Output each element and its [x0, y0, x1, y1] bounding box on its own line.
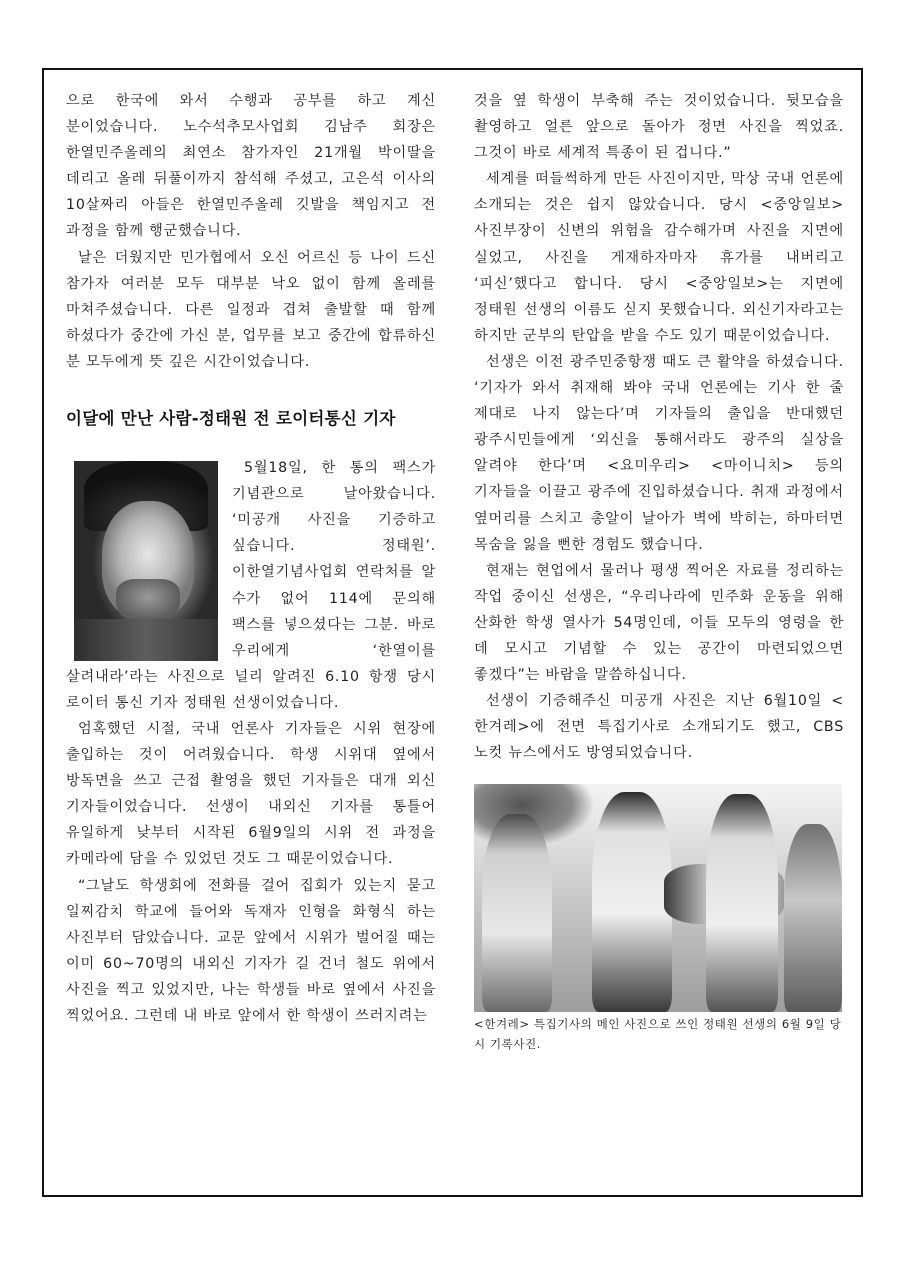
body-paragraph: 날은 더웠지만 민가협에서 오신 어르신 등 나이 드신 참가자 여러분 모두 대부분 낙오 없이 함께 올레를 마쳐주셨습니다. 다른 일정과 겹쳐 출발할 때 함께 하셨다가 중간에 가신 분, 업무를 보고 중간에 합류하신 분 모두에게 뜻 깊은 시간이었습니다. [66, 249, 436, 370]
section-heading: 이달에 만난 사람-정태원 전 로이터통신 기자 [66, 409, 396, 429]
portrait-photo [74, 461, 218, 661]
left-column [66, 88, 436, 1029]
news-photo [474, 784, 842, 1012]
photo-caption: <한겨레> 특집기사의 메인 사진으로 쓰인 정태원 선생의 6월 9일 당시 기록사진. [474, 1017, 842, 1052]
body-paragraph: 현재는 현업에서 물러나 평생 찍어온 자료를 정리하는 작업 중이신 선생은, “우리나라에 민주화 운동을 위해 산화한 학생 열사가 54명인데, 이들 모두의 영령을 한 데 모시고 기념할 수 있는 공간이 마련되었으면 좋겠다”는 바람을 말씀하십니다. [474, 562, 844, 684]
body-paragraph: 선생은 이전 광주민중항쟁 때도 큰 활약을 하셨습니다. ‘기자가 와서 취재해 봐야 국내 언론에는 기사 한 줄 제대로 나지 않는다’며 기자들의 출입을 반대했던 광주시민들에게 ‘외신을 통해서라도 광주의 실상을 알려야 한다’며 <요미우리> <마이니치> 등의 기자들을 이끌고 광주에 진입하셨습니다. 취재 과정에서 옆머리를 스치고 총알이 날아가 벽에 박히는, 하마터면 목숨을 잃을 뻔한 경험도 했습니다. [474, 353, 844, 553]
body-paragraph: 선생이 기증해주신 미공개 사진은 지난 6월10일 <한겨레>에 전면 특집기사로 소개되기도 했고, CBS 노컷 뉴스에서도 방영되었습니다. [474, 693, 844, 762]
body-paragraph: 엄혹했던 시절, 국내 언론사 기자들은 시위 현장에 출입하는 것이 어려웠습니다. 학생 시위대 옆에서 방독면을 쓰고 근접 촬영을 했던 기자들은 대개 외신 기자들이었습니다. 선생이 내외신 기자를 통틀어 유일하게 낮부터 시작된 6월9일의 시위 전 과정을 카메라에 담을 수 있었던 것도 그 때문이었습니다. [66, 720, 436, 868]
body-paragraph: 세계를 떠들썩하게 만든 사진이지만, 막상 국내 언론에 소개되는 것은 쉽지 않았습니다. 당시 <중앙일보> 사진부장이 신변의 위험을 감수해가며 사진을 지면에 실었고, 사진을 게재하자마자 휴가를 내버리고 ‘피신’했다고 합니다. 당시 <중앙일보>는 지면에 정태원 선생의 이름도 싣지 못했습니다. 외신기자라고는 하지만 군부의 탄압을 받을 수도 있기 때문이었습니다. [474, 171, 844, 344]
body-paragraph: “그날도 학생회에 전화를 걸어 집회가 있는지 묻고 일찌감치 학교에 들어와 독재자 인형을 화형식 하는 사진부터 담았습니다. 교문 앞에서 시위가 벌어질 때는 이미 60~70명의 내외신 기자가 길 건너 철도 위에서 사진을 찍고 있었지만, 나는 학생들 바로 옆에서 사진을 찍었어요. 그런데 내 바로 앞에서 한 학생이 쓰러지려는 [66, 877, 436, 1024]
body-paragraph: 것을 옆 학생이 부축해 주는 것이었습니다. 뒷모습을 촬영하고 얼른 앞으로 돌아가 정면 사진을 찍었죠. 그것이 바로 세계적 특종이 된 겁니다.” [474, 93, 844, 162]
right-column [474, 88, 844, 1054]
body-paragraph: 으로 한국에 와서 수행과 공부를 하고 계신 분이었습니다. 노수석추모사업회 김남주 회장은 한열민주올레의 최연소 참가자인 21개월 박이딸을 데리고 올레 뒤풀이까지 참석해 주셨고, 고은석 이사의 10살짜리 아들은 한열민주올레 깃발을 책임지고 전 과정을 함께 행군했습니다. [66, 93, 436, 240]
page-frame [42, 68, 863, 1197]
body-paragraph: 5월18일, 한 통의 팩스가 기념관으로 날아왔습니다. ‘미공개 사진을 기증하고 싶습니다. 정태원’. 이한열기념사업회 연락처를 알 수가 없어 114에 문의해 팩스를 넣으셨다는 그분. 바로 우리에게 ‘한열이를 살려내라’라는 사진으로 널리 알려진 6.10 항쟁 당시 로이터 통신 기자 정태원 선생이었습니다. [66, 460, 436, 711]
